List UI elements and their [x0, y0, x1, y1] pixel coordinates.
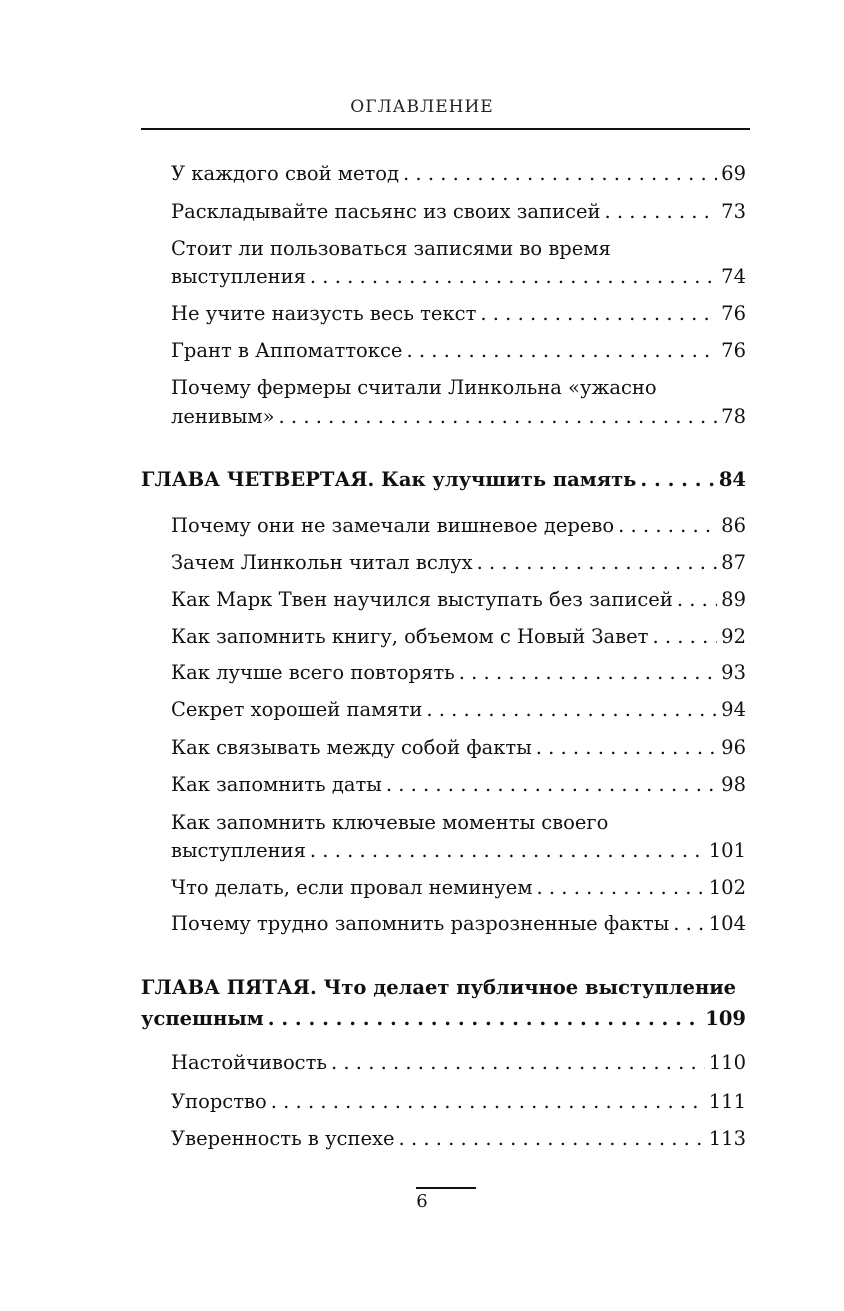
toc-entry-page: 111 [708, 1090, 746, 1113]
toc-entry-title: выступления [171, 839, 306, 862]
dot-leader [426, 697, 717, 723]
toc-entry-page: 86 [721, 514, 746, 537]
footer-rule [416, 1187, 476, 1189]
toc-chapter-title-line1: ГЛАВА ПЯТАЯ. Что делает публичное выступление [141, 976, 737, 999]
toc-entry [171, 735, 746, 761]
toc-entry [171, 513, 746, 539]
dot-leader [310, 838, 705, 864]
toc-entry-title: Раскладывайте пасьянс из своих записей [171, 200, 601, 223]
dot-leader [536, 735, 717, 761]
toc-chapter [141, 1006, 746, 1032]
toc-entry-title: Уверенность в успехе [171, 1127, 395, 1150]
dot-leader [537, 875, 705, 901]
toc-entry [171, 624, 746, 650]
toc-entry [171, 1089, 746, 1115]
toc-entry-page: 94 [721, 698, 746, 721]
toc-entry [171, 338, 746, 364]
dot-leader [399, 1126, 705, 1152]
toc-entry [171, 911, 746, 937]
toc-entry-title: У каждого свой метод [171, 162, 400, 185]
toc-entry-page: 76 [721, 339, 746, 362]
toc-entry-title: Настойчивость [171, 1051, 328, 1074]
header-rule [141, 128, 750, 130]
toc-entry [171, 301, 746, 327]
toc-entry-page: 101 [708, 839, 746, 862]
dot-leader [618, 513, 717, 539]
dot-leader [271, 1089, 705, 1115]
dot-leader [406, 338, 717, 364]
dot-leader [652, 624, 717, 650]
toc-chapter-page: 84 [718, 468, 746, 491]
toc-entry-page: 104 [708, 912, 746, 935]
toc-entry [171, 875, 746, 901]
toc-entry-page: 113 [708, 1127, 746, 1150]
dot-leader [480, 301, 717, 327]
toc-entry-page: 89 [721, 588, 746, 611]
toc-entry-page: 93 [721, 661, 746, 684]
toc-entry [171, 1126, 746, 1152]
toc-entry-title-line1: Как запомнить ключевые моменты своего [171, 811, 609, 834]
toc-entry-title: Как лучше всего повторять [171, 661, 455, 684]
toc-entry-title: Как запомнить книгу, объемом с Новый Завет [171, 625, 649, 648]
dot-leader [279, 404, 718, 430]
toc-entry-title-line1: Стоит ли пользоваться записями во время [171, 237, 611, 260]
dot-leader [403, 161, 717, 187]
toc-entry-page: 98 [721, 773, 746, 796]
toc-entry [171, 199, 746, 225]
toc-entry [171, 264, 746, 290]
dot-leader [640, 467, 714, 493]
dot-leader [673, 911, 705, 937]
toc-entry-title: Как связывать между собой факты [171, 736, 532, 759]
dot-leader [677, 587, 717, 613]
toc-entry [171, 587, 746, 613]
toc-entry-title: Почему они не замечали вишневое дерево [171, 514, 615, 537]
toc-entry-title: Не учите наизусть весь текст [171, 302, 477, 325]
toc-entry-page: 78 [721, 405, 746, 428]
toc-entry-title: Секрет хорошей памяти [171, 698, 423, 721]
dot-leader [310, 264, 717, 290]
toc-entry-title: Зачем Линкольн читал вслух [171, 551, 473, 574]
toc-chapter-title: ГЛАВА ЧЕТВЕРТАЯ. Как улучшить память [141, 468, 637, 491]
running-title: ОГЛАВЛЕНИЕ [350, 97, 494, 117]
toc-entry-title: Как запомнить даты [171, 773, 382, 796]
toc-entry-title: Как Марк Твен научился выступать без записей [171, 588, 673, 611]
toc-entry-title-line1: Почему фермеры считали Линкольна «ужасно [171, 376, 657, 399]
toc-entry-title: Грант в Аппоматтоксе [171, 339, 403, 362]
toc-entry-title: Упорство [171, 1090, 267, 1113]
toc-entry-title: ленивым» [171, 405, 275, 428]
toc-entry-page: 102 [708, 876, 746, 899]
dot-leader [477, 550, 718, 576]
toc-entry-page: 76 [721, 302, 746, 325]
toc-chapter [141, 467, 746, 493]
page-number: 6 [416, 1191, 428, 1212]
toc-entry-page: 74 [721, 265, 746, 288]
toc-entry [171, 838, 746, 864]
toc-entry [171, 660, 746, 686]
toc-chapter-page: 109 [705, 1007, 746, 1030]
toc-entry-page: 96 [721, 736, 746, 759]
toc-entry-title: Что делать, если провал неминуем [171, 876, 533, 899]
toc-entry-title: Почему трудно запомнить разрозненные факты [171, 912, 670, 935]
toc-entry-title: выступления [171, 265, 306, 288]
dot-leader [268, 1006, 702, 1032]
toc-entry-page: 92 [721, 625, 746, 648]
toc-entry-page: 110 [708, 1051, 746, 1074]
toc-entry [171, 772, 746, 798]
dot-leader [604, 199, 717, 225]
dot-leader [459, 660, 717, 686]
toc-entry [171, 1050, 746, 1076]
dot-leader [386, 772, 717, 798]
toc-entry-page: 69 [721, 162, 746, 185]
dot-leader [331, 1050, 705, 1076]
toc-entry [171, 697, 746, 723]
toc-entry [171, 550, 746, 576]
toc-entry-page: 73 [721, 200, 746, 223]
toc-chapter-title: успешным [141, 1007, 264, 1030]
toc-entry-page: 87 [721, 551, 746, 574]
toc-entry [171, 161, 746, 187]
toc-entry [171, 404, 746, 430]
